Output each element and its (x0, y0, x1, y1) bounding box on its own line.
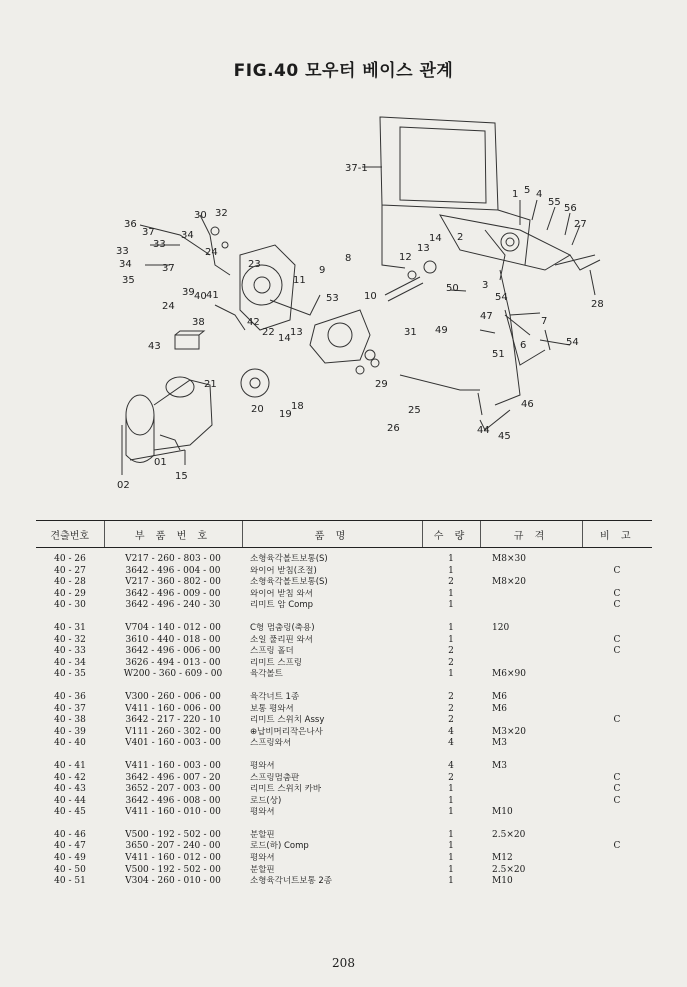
cell-name: 평와셔 (250, 807, 275, 818)
callout-label: 6 (520, 340, 527, 351)
cell-part: V411 - 160 - 012 - 00 (125, 853, 221, 864)
cell-qty: 2 (448, 772, 454, 783)
cell-qty: 1 (448, 853, 454, 864)
callout-label: 51 (492, 349, 505, 360)
cell-qty: 2 (448, 715, 454, 726)
cell-note: C (613, 646, 621, 657)
cell-part: 3642 - 496 - 004 - 00 (125, 565, 221, 576)
callout-label: 47 (480, 311, 493, 322)
callout-label: 25 (408, 405, 421, 416)
cell-name: 소형육각볼트보통(S) (250, 554, 328, 564)
table-row (36, 853, 652, 865)
cell-qty: 1 (448, 807, 454, 818)
callout-label: 23 (248, 259, 261, 270)
cell-note (582, 807, 652, 819)
cell-spec: M3×20 (492, 726, 526, 737)
cell-name: 리미트 스위치 Assy (250, 715, 325, 726)
cell-no: 40 - 44 (54, 795, 86, 806)
cell-spec (480, 658, 582, 670)
cell-part: 3642 - 496 - 007 - 20 (125, 772, 221, 783)
cell-no: 40 - 28 (54, 577, 86, 588)
cell-spec (480, 566, 582, 578)
cell-no: 40 - 27 (54, 565, 86, 576)
callout-label: 30 (194, 210, 207, 221)
callout-label: 19 (279, 409, 292, 420)
callout-label: 3 (482, 280, 489, 291)
cell-note: C (613, 841, 621, 852)
callout-label: 54 (495, 292, 508, 303)
cell-part: V411 - 160 - 010 - 00 (125, 807, 221, 818)
cell-note: C (613, 715, 621, 726)
cell-qty: 2 (448, 691, 454, 702)
cell-part: V411 - 160 - 003 - 00 (125, 760, 221, 771)
cell-note (582, 704, 652, 716)
cell-spec: 120 (492, 622, 510, 633)
cell-note (582, 577, 652, 589)
table-row (36, 738, 652, 750)
cell-note (582, 865, 652, 877)
callout-label: 50 (446, 283, 459, 294)
callout-label: 8 (345, 253, 352, 264)
cell-no: 40 - 40 (54, 738, 86, 749)
callout-label: 40 (194, 291, 207, 302)
cell-qty: 2 (448, 577, 454, 588)
cell-part: V304 - 260 - 010 - 00 (125, 876, 221, 887)
table-row (36, 784, 652, 796)
cell-spec: M10 (492, 807, 513, 818)
spacer-cell (36, 750, 652, 761)
cell-note: C (613, 795, 621, 806)
table-row (36, 727, 652, 739)
group-spacer (36, 612, 652, 623)
spacer-cell (36, 612, 652, 623)
cell-no: 40 - 45 (54, 807, 86, 818)
page-number: 208 (332, 956, 355, 970)
cell-part: 3642 - 496 - 008 - 00 (125, 795, 221, 806)
table-row (36, 566, 652, 578)
cell-note (582, 727, 652, 739)
cell-note (582, 548, 652, 566)
table-row (36, 577, 652, 589)
callout-label: 55 (548, 197, 561, 208)
callout-label: 31 (404, 327, 417, 338)
cell-qty: 1 (448, 876, 454, 887)
exploded-parts-diagram (100, 105, 620, 505)
cell-part: W200 - 360 - 609 - 00 (123, 669, 223, 680)
cell-qty: 1 (448, 588, 454, 599)
callout-label: 29 (375, 379, 388, 390)
cell-spec: M6×90 (492, 669, 526, 680)
cell-spec: M6 (492, 703, 507, 714)
callout-label: 46 (521, 399, 534, 410)
callout-label: 10 (364, 291, 377, 302)
cell-name: 와이어 받침 와셔 (250, 588, 313, 599)
callout-label: 43 (148, 341, 161, 352)
cell-note: C (613, 772, 621, 783)
cell-name: 분할핀 (250, 829, 275, 840)
cell-part: V217 - 260 - 803 - 00 (125, 554, 221, 564)
cell-qty: 1 (448, 841, 454, 852)
callout-label: 9 (319, 265, 326, 276)
cell-name: 보통 평와셔 (250, 703, 294, 714)
table-row (36, 600, 652, 612)
callout-label: 32 (215, 208, 228, 219)
cell-qty: 4 (448, 738, 454, 749)
table-row (36, 669, 652, 681)
cell-no: 40 - 33 (54, 646, 86, 657)
callout-label: 26 (387, 423, 400, 434)
cell-qty: 4 (448, 726, 454, 737)
cell-name: 육각너트 1종 (250, 691, 300, 702)
callout-label: 11 (293, 275, 306, 286)
cell-part: V411 - 160 - 006 - 00 (125, 703, 221, 714)
cell-name: 분할핀 (250, 864, 275, 875)
callout-label: 28 (591, 299, 604, 310)
cell-name: 스프링와셔 (250, 738, 292, 749)
cell-qty: 1 (448, 634, 454, 645)
cell-part: 3642 - 496 - 009 - 00 (125, 588, 221, 599)
callout-label: 54 (566, 337, 579, 348)
callout-label: 36 (124, 219, 137, 230)
callout-label: 14 (429, 233, 442, 244)
table-header-row (36, 521, 652, 548)
cell-name: C형 멈춤링(축용) (250, 622, 315, 633)
cell-spec: 2.5×20 (492, 864, 526, 875)
callout-label: 34 (181, 230, 194, 241)
cell-note: C (613, 588, 621, 599)
cell-spec: M3 (492, 738, 507, 749)
parts-table (36, 520, 652, 888)
table-row (36, 830, 652, 842)
cell-qty: 1 (448, 669, 454, 680)
cell-no: 40 - 26 (54, 554, 86, 564)
cell-part: 3652 - 207 - 003 - 00 (125, 784, 221, 795)
page-title: FIG.40 모우터 베이스 관계 (233, 61, 454, 81)
table-row (36, 761, 652, 773)
cell-note: C (613, 565, 621, 576)
cell-qty: 1 (448, 600, 454, 611)
callout-label: 37 (162, 263, 175, 274)
cell-spec: M6 (492, 691, 507, 702)
group-spacer (36, 681, 652, 692)
cell-note: C (613, 634, 621, 645)
cell-qty: 1 (448, 829, 454, 840)
cell-note (582, 738, 652, 750)
cell-note (582, 692, 652, 704)
column-header: 수 량 (422, 521, 480, 548)
spacer-cell (36, 819, 652, 830)
cell-part: V300 - 260 - 006 - 00 (125, 691, 221, 702)
cell-no: 40 - 38 (54, 715, 86, 726)
cell-qty: 1 (448, 795, 454, 806)
callout-label: 14 (278, 333, 291, 344)
table-row (36, 692, 652, 704)
cell-qty: 1 (448, 554, 454, 564)
callout-label: 15 (175, 471, 188, 482)
cell-name: 리미트 암 Comp (250, 600, 314, 611)
cell-spec (480, 715, 582, 727)
cell-name: 소형육각너트보통 2종 (250, 876, 333, 887)
cell-part: 3610 - 440 - 018 - 00 (125, 634, 221, 645)
cell-qty: 2 (448, 657, 454, 668)
cell-no: 40 - 36 (54, 691, 86, 702)
cell-part: 3642 - 496 - 240 - 30 (125, 600, 221, 611)
cell-note (582, 761, 652, 773)
callout-label: 34 (119, 259, 132, 270)
table-row (36, 865, 652, 877)
cell-name: 로드(하) Comp (250, 841, 309, 852)
callout-label: 41 (206, 290, 219, 301)
cell-part: 3626 - 494 - 013 - 00 (125, 657, 221, 668)
cell-name: 소일 풀리핀 와셔 (250, 634, 313, 645)
cell-note (582, 853, 652, 865)
cell-spec (480, 646, 582, 658)
cell-name: 로드(상) (250, 795, 282, 806)
callout-label: 37-1 (345, 163, 368, 174)
table-row (36, 658, 652, 670)
cell-spec (480, 784, 582, 796)
callout-label: 22 (262, 327, 275, 338)
table-row (36, 589, 652, 601)
cell-name: 소형육각볼트보통(S) (250, 577, 328, 588)
cell-name: 육각볼트 (250, 669, 283, 680)
callout-label: 56 (564, 203, 577, 214)
cell-no: 40 - 51 (54, 876, 86, 887)
callout-label: 33 (153, 239, 166, 250)
cell-qty: 1 (448, 565, 454, 576)
cell-no: 40 - 30 (54, 600, 86, 611)
cell-spec: M3 (492, 760, 507, 771)
cell-note (582, 830, 652, 842)
cell-no: 40 - 47 (54, 841, 86, 852)
cell-spec (480, 635, 582, 647)
cell-no: 40 - 42 (54, 772, 86, 783)
callout-label: 27 (574, 219, 587, 230)
table-row (36, 635, 652, 647)
cell-part: 3650 - 207 - 240 - 00 (125, 841, 221, 852)
cell-note (582, 623, 652, 635)
table-row (36, 715, 652, 727)
cell-spec: 2.5×20 (492, 829, 526, 840)
cell-qty: 1 (448, 622, 454, 633)
table-row (36, 548, 652, 566)
column-header: 부 품 번 호 (104, 521, 242, 548)
callout-label: 53 (326, 293, 339, 304)
cell-part: V500 - 192 - 502 - 00 (125, 864, 221, 875)
cell-part: V401 - 160 - 003 - 00 (125, 738, 221, 749)
cell-no: 40 - 39 (54, 726, 86, 737)
cell-note (582, 658, 652, 670)
cell-spec: M8×20 (492, 577, 526, 588)
callout-label: 21 (204, 379, 217, 390)
cell-part: V217 - 360 - 802 - 00 (125, 577, 221, 588)
callout-label: 37 (142, 227, 155, 238)
callout-label: 4 (536, 189, 543, 200)
callout-label: 49 (435, 325, 448, 336)
table-row (36, 773, 652, 785)
cell-no: 40 - 43 (54, 784, 86, 795)
callout-label: 24 (205, 247, 218, 258)
cell-name: 와이어 받침(조절) (250, 565, 317, 576)
column-header: 규 격 (480, 521, 582, 548)
cell-spec (480, 589, 582, 601)
cell-no: 40 - 46 (54, 829, 86, 840)
cell-name: 평와셔 (250, 853, 275, 864)
callout-label: 2 (457, 232, 464, 243)
table-row (36, 841, 652, 853)
cell-no: 40 - 37 (54, 703, 86, 714)
cell-part: V704 - 140 - 012 - 00 (125, 622, 221, 633)
callout-label: 5 (524, 185, 531, 196)
table-row (36, 704, 652, 716)
cell-name: ⊕납비머리작은나사 (250, 726, 323, 737)
cell-spec (480, 773, 582, 785)
cell-spec: M12 (492, 853, 513, 864)
callout-label: 1 (512, 189, 519, 200)
cell-no: 40 - 49 (54, 853, 86, 864)
cell-spec (480, 841, 582, 853)
callout-label: 7 (541, 316, 548, 327)
cell-no: 40 - 31 (54, 622, 86, 633)
column-header: 견출번호 (36, 521, 104, 548)
cell-name: 스프링 홀더 (250, 646, 294, 657)
group-spacer (36, 819, 652, 830)
callout-label: 13 (290, 327, 303, 338)
callout-label: 39 (182, 287, 195, 298)
cell-spec: M10 (492, 876, 513, 887)
cell-name: 스프링멈춤판 (250, 772, 300, 783)
cell-spec (480, 796, 582, 808)
cell-name: 평와셔 (250, 760, 275, 771)
cell-note (582, 876, 652, 888)
cell-note (582, 669, 652, 681)
callout-label: 45 (498, 431, 511, 442)
callout-label: 42 (247, 317, 260, 328)
table-row (36, 646, 652, 658)
callout-label: 18 (291, 401, 304, 412)
callout-label: 38 (192, 317, 205, 328)
cell-qty: 4 (448, 760, 454, 771)
cell-qty: 1 (448, 864, 454, 875)
column-header: 품 명 (242, 521, 422, 548)
cell-spec (480, 600, 582, 612)
callout-label: 13 (417, 243, 430, 254)
callout-label: 24 (162, 301, 175, 312)
cell-note: C (613, 784, 621, 795)
table-row (36, 796, 652, 808)
table-row (36, 876, 652, 888)
table-row (36, 807, 652, 819)
callout-label: 44 (477, 425, 490, 436)
cell-name: 리미트 스위치 카바 (250, 784, 322, 795)
cell-qty: 1 (448, 784, 454, 795)
group-spacer (36, 750, 652, 761)
cell-name: 리미트 스프링 (250, 657, 302, 668)
cell-part: V111 - 260 - 302 - 00 (125, 726, 221, 737)
cell-no: 40 - 29 (54, 588, 86, 599)
cell-no: 40 - 34 (54, 657, 86, 668)
cell-part: 3642 - 496 - 006 - 00 (125, 646, 221, 657)
column-header: 비 고 (582, 521, 652, 548)
callout-label: 12 (399, 252, 412, 263)
cell-no: 40 - 41 (54, 760, 86, 771)
callout-label: 33 (116, 246, 129, 257)
cell-no: 40 - 35 (54, 669, 86, 680)
callout-label: 02 (117, 480, 130, 491)
spacer-cell (36, 681, 652, 692)
callout-label: 01 (154, 457, 167, 468)
cell-part: V500 - 192 - 502 - 00 (125, 829, 221, 840)
cell-note: C (613, 600, 621, 611)
cell-no: 40 - 32 (54, 634, 86, 645)
callout-label: 20 (251, 404, 264, 415)
cell-qty: 2 (448, 646, 454, 657)
cell-qty: 2 (448, 703, 454, 714)
table-row (36, 623, 652, 635)
cell-part: 3642 - 217 - 220 - 10 (125, 715, 221, 726)
cell-no: 40 - 50 (54, 864, 86, 875)
callout-label: 35 (122, 275, 135, 286)
cell-spec: M8×30 (492, 554, 526, 564)
